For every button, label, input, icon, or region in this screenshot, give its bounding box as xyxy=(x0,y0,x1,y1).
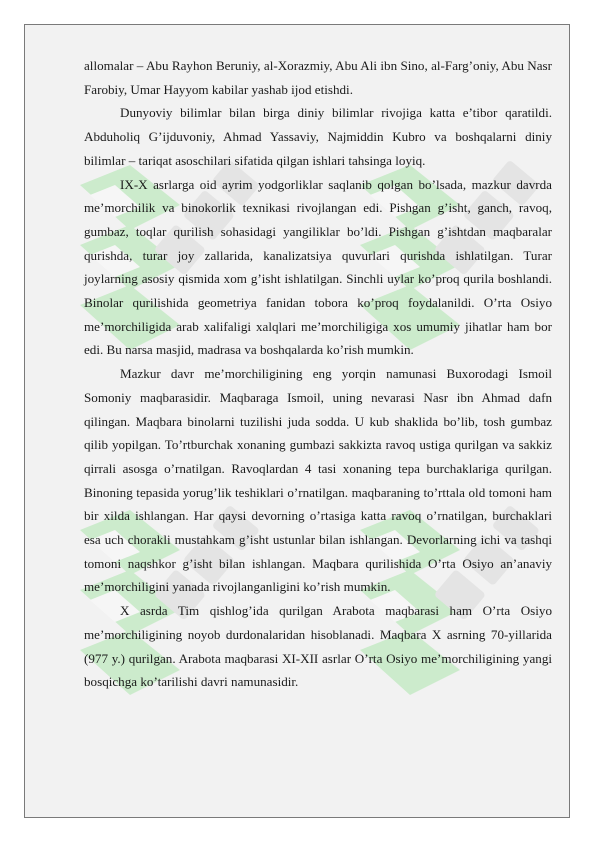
paragraph: IX-X asrlarga oid ayrim yodgorliklar saqlanib qolgan bo’lsada, mazkur davrda me’morchilik va binokorlik texnikasi rivojlangan edi. Pishgan g’isht, ganch, ravoq, gumbaz, toqlar qurilish sohasidagi yangiliklar bo’ldi. Pishgan g’ishtdan maqbaralar qurishda, turar joy zallarida, kanalizatsiya quvurlari qurishda ishlatilgan. Turar joylarning asosiy qismida xom g’isht ishlatilgan. Sinchli uylar ko’proq qurila boshlandi. Binolar qurilishida geometriya fanidan tobora ko’proq foydalanildi. O’rta Osiyo me’morchiligida arab xalifaligi xalqlari me’morchiligiga xos umumiy jihatlar ham bor edi. Bu narsa masjid, madrasa va boshqalarda ko’rish mumkin. xyxy=(84,176,552,358)
paragraph: Dunyoviy bilimlar bilan birga diniy bilimlar rivojiga katta e’tibor qaratildi. Abduholiq G’ijduvoniy, Ahmad Yassaviy, Najmiddin Kubro va boshqalarni diniy bilimlar – tariqat asoschilari sifatida qilgan ishlari tahsinga loyiq. xyxy=(84,105,552,168)
paragraph: Mazkur davr me’morchiligining eng yorqin namunasi Buxorodagi Ismoil Somoniy maqbarasidir. Maqbaraga Ismoil, uning nevarasi Nasr ibn Ahmad dafn qilingan. Maqbara binolarni tuzilishi juda sodda. U kub shaklida bo’lib, tosh gumbaz qilib yopilgan. To’rtburchak xonaning gumbazi sakkizta ravoq ustiga qurilgan va sakkiz qirrali asosga o’rnatilgan. Ravoqlardan 4 tasi xonaning tepa burchaklariga qurilgan. Binoning tepasida yorug’lik teshiklari o’rnatilgan. maqbaraning to’rttala old tomoni ham bir xilda ishlangan. Har qaysi devorning o’rtasiga katta ravoq o’rnatilgan, burchaklari esa uch chorakli mustahkam g’isht ustunlar bilan ishlangan. Devorlarning ichi va tashqi tomoni naqshkor g’isht bilan ishlangan. Maqbara qurilishida O’rta Osiyo an’anaviy me’morchiligini yanada rivojlanganligini ko’rish mumkin. xyxy=(84,366,552,595)
document-body xyxy=(84,54,552,694)
paragraph: X asrda Tim qishlog’ida qurilgan Arabota maqbarasi ham O’rta Osiyo me’morchiligining noyob durdonalaridan hisoblanadi. Maqbara X asrning 70-yillarida (977 y.) qurilgan. Arabota maqbarasi XI-XII asrlar O’rta Osiyo me’morchiligining yangi bosqichga ko’tarilishi davri namunasidir. xyxy=(84,603,552,690)
paragraph: allomalar – Abu Rayhon Beruniy, al-Xorazmiy, Abu Ali ibn Sino, al-Farg’oniy, Abu Nasr Farobiy, Umar Hayyom kabilar yashab ijod etishdi. xyxy=(84,58,552,97)
